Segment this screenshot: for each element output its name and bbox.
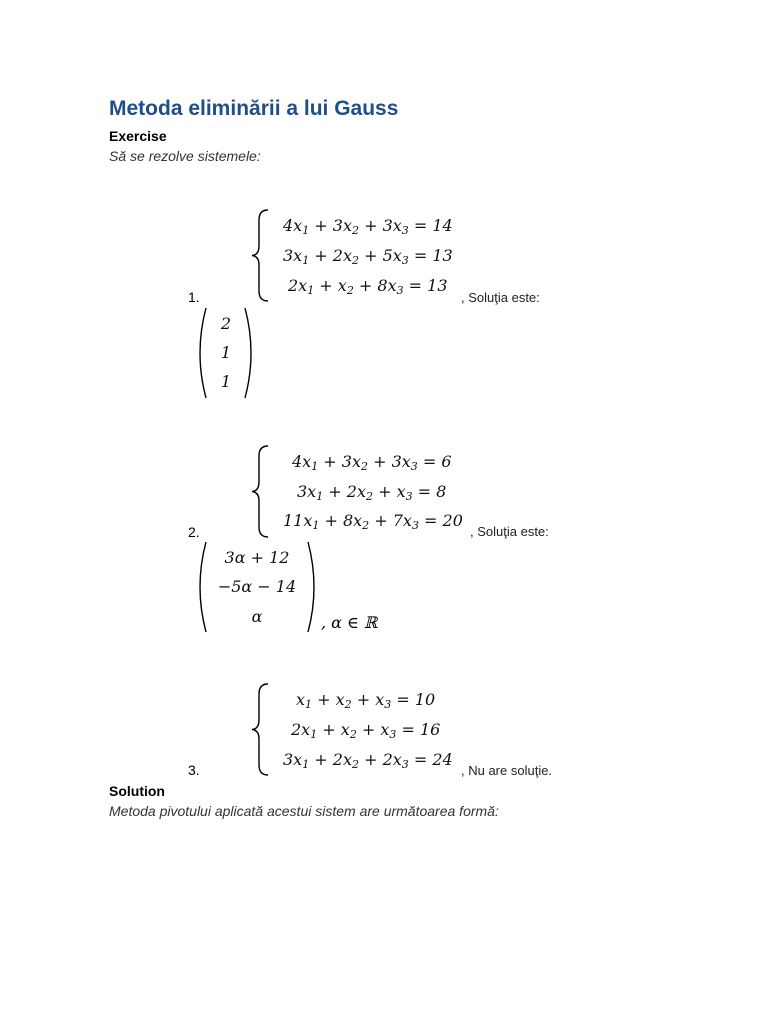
system-3-number: 3.	[188, 762, 200, 778]
system-2-eq-2: $3x_1 + 2x_2 + x_3 = 8$	[297, 482, 447, 503]
right-paren-icon	[306, 540, 322, 634]
system-1-result-text: , Soluţia este:	[461, 290, 540, 305]
vector-2-el-1: 3α + 12	[224, 548, 290, 567]
right-paren-icon	[243, 306, 259, 400]
left-brace-icon	[250, 682, 272, 777]
system-1-eq-2: $3x_1 + 2x_2 + 5x_3 = 13$	[283, 246, 453, 267]
page-title: Metoda eliminării a lui Gauss	[109, 97, 399, 120]
system-3-result-text: , Nu are soluţie.	[461, 763, 553, 778]
vector-1-el-1: 2	[220, 314, 232, 333]
system-3-eq-2: $2x_1 + x_2 + x_3 = 16$	[291, 720, 441, 741]
system-1-eq-3: $2x_1 + x_2 + 8x_3 = 13$	[288, 276, 448, 297]
system-1-eq-1: $4x_1 + 3x_2 + 3x_3 = 14$	[283, 216, 453, 237]
vector-2-el-3: α	[251, 607, 263, 626]
vector-2-suffix: , α ∈ ℝ	[321, 613, 378, 632]
vector-2-el-2: −5α − 14	[217, 577, 297, 596]
exercise-heading: Exercise	[109, 128, 167, 144]
system-1-number: 1.	[188, 289, 200, 305]
system-2-eq-1: $4x_1 + 3x_2 + 3x_3 = 6$	[292, 452, 452, 473]
system-2-result-text: , Soluţia este:	[470, 524, 549, 539]
solution-heading: Solution	[109, 783, 165, 799]
left-brace-icon	[250, 208, 272, 303]
left-paren-icon	[192, 540, 208, 634]
vector-1-el-3: 1	[220, 372, 232, 391]
exercise-subtitle: Să se rezolve sistemele:	[109, 148, 261, 164]
system-3-eq-1: $x_1 + x_2 + x_3 = 10$	[296, 690, 436, 711]
system-3-eq-3: $3x_1 + 2x_2 + 2x_3 = 24$	[283, 750, 453, 771]
system-2-eq-3: $11x_1 + 8x_2 + 7x_3 = 20$	[283, 511, 463, 532]
system-2-number: 2.	[188, 524, 200, 540]
left-paren-icon	[192, 306, 208, 400]
vector-1-el-2: 1	[220, 343, 232, 362]
left-brace-icon	[250, 444, 272, 539]
solution-text: Metoda pivotului aplicată acestui sistem are următoarea formă:	[109, 803, 499, 819]
